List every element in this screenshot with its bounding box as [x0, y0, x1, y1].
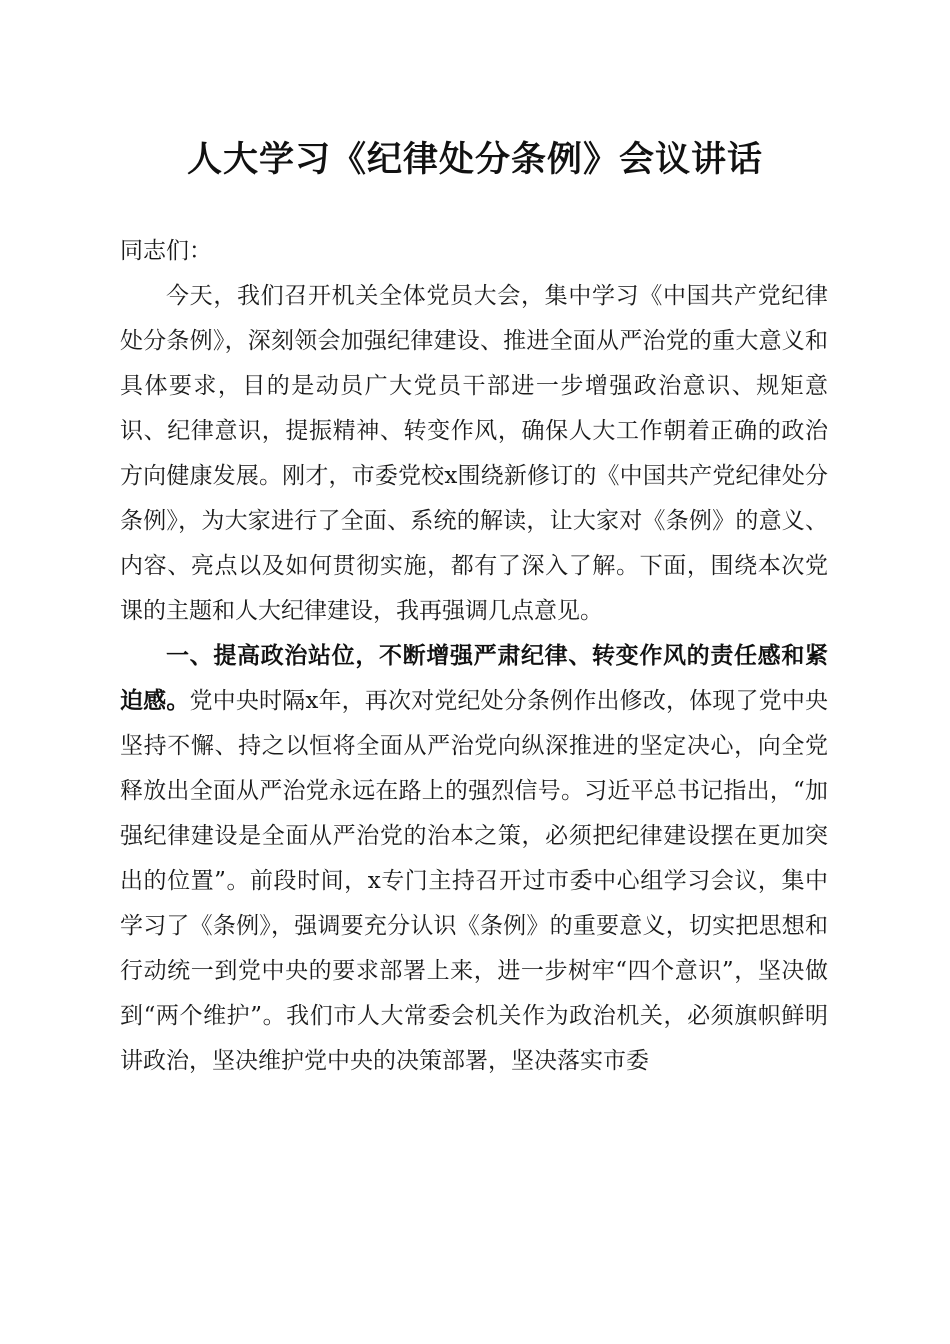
paragraph-section-1 [120, 634, 828, 1084]
section-1-heading: 一、提高政治站位，不断增强严肃纪律、转变作风的责任感和紧迫感。 [120, 643, 828, 714]
document-body [120, 229, 828, 1084]
section-1-body: 党中央时隔x年，再次对党纪处分条例作出修改，体现了党中央坚持不懈、持之以恒将全面从严治党向纵深推进的坚定决心，向全党释放出全面从严治党永远在路上的强烈信号。习近平总书记指出，“加强纪律建设是全面从严治党的治本之策，必须把纪律建设摆在更加突出的位置”。前段时间，x专门主持召开过市委中心组学习会议，集中学习了《条例》，强调要充分认识《条例》的重要意义，切实把思想和行动统一到党中央的要求部署上来，进一步树牢“四个意识”，坚决做到“两个维护”。我们市人大常委会机关作为政治机关，必须旗帜鲜明讲政治，坚决维护党中央的决策部署，坚决落实市委 [120, 688, 829, 1074]
paragraph-intro: 今天，我们召开机关全体党员大会，集中学习《中国共产党纪律处分条例》，深刻领会加强纪律建设、推进全面从严治党的重大意义和具体要求，目的是动员广大党员干部进一步增强政治意识、规矩意识、纪律意识，提振精神、转变作风，确保人大工作朝着正确的政治方向健康发展。刚才，市委党校x围绕新修订的《中国共产党纪律处分条例》，为大家进行了全面、系统的解读，让大家对《条例》的意义、内容、亮点以及如何贯彻实施，都有了深入了解。下面，围绕本次党课的主题和人大纪律建设，我再强调几点意见。 [120, 283, 828, 624]
document-title: 人大学习《纪律处分条例》会议讲话 [186, 139, 763, 180]
salutation: 同志们： [120, 238, 212, 264]
